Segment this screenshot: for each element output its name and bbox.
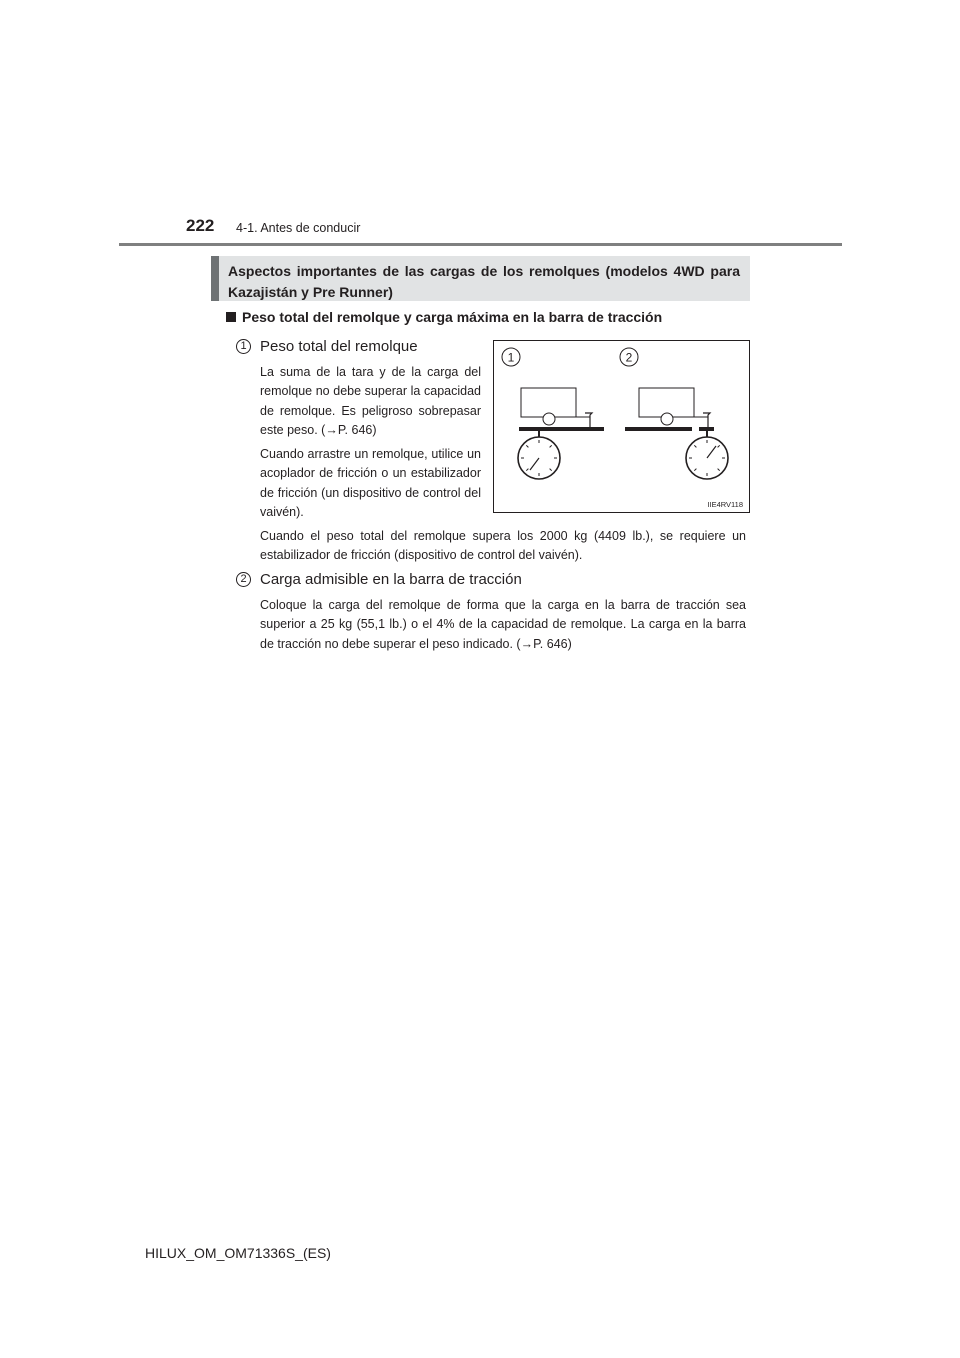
item-1-paragraph-3: Cuando el peso total del remolque supera los 2000 kg (4409 lb.), se requiere un estabilizador de fricción (dispositivo de control del vaivén).	[260, 529, 746, 563]
tongue-on-scale	[625, 388, 728, 479]
item-1-paragraph-2: Cuando arrastre un remolque, utilice un acoplador de fricción o un estabilizador de fricción (un dispositivo de control del vaivén).	[260, 447, 481, 519]
figure-code: IIE4RV118	[707, 500, 743, 509]
trailer-weight-figure	[493, 340, 750, 513]
trailer-on-scale	[518, 388, 604, 479]
subheading-text: Peso total del remolque y carga máxima en la barra de tracción	[242, 309, 663, 325]
figure-label-2	[620, 348, 638, 366]
document-footer: HILUX_OM_OM71336S_(ES)	[145, 1245, 331, 1261]
figure-label-1	[502, 348, 520, 366]
item-2-paragraph-1: Coloque la carga del remolque de forma que la carga en la barra de tracción sea superior a 25 kg (55,1 lb.) o el 4% de la capacidad de remolque. La carga en la barra de tracción no debe superar el peso indicado. (→P. 646)	[260, 598, 746, 651]
item-1-title: Peso total del remolque	[260, 338, 418, 355]
item-2-title: Carga admisible en la barra de tracción	[260, 571, 522, 588]
trailer-scale-diagram	[494, 341, 751, 514]
item-2-number: 2	[236, 572, 251, 587]
subheading	[226, 309, 662, 325]
header-rule	[119, 243, 842, 246]
square-bullet-icon	[226, 312, 236, 322]
figure-label-1-text: 1	[507, 350, 515, 365]
page-number: 222	[186, 216, 215, 235]
item-1-number: 1	[236, 339, 251, 354]
chapter-title: 4-1. Antes de conducir	[236, 221, 361, 235]
item-1-paragraph-1: La suma de la tara y de la carga del remolque no debe superar la capacidad de remolque. Es peligroso sobrepasar este peso. (→P. 646)	[260, 365, 481, 437]
section-title: Aspectos importantes de las cargas de los remolques (modelos 4WD para Kazajistán y Pre Runner)	[211, 256, 750, 301]
figure-label-2-text: 2	[625, 350, 633, 365]
